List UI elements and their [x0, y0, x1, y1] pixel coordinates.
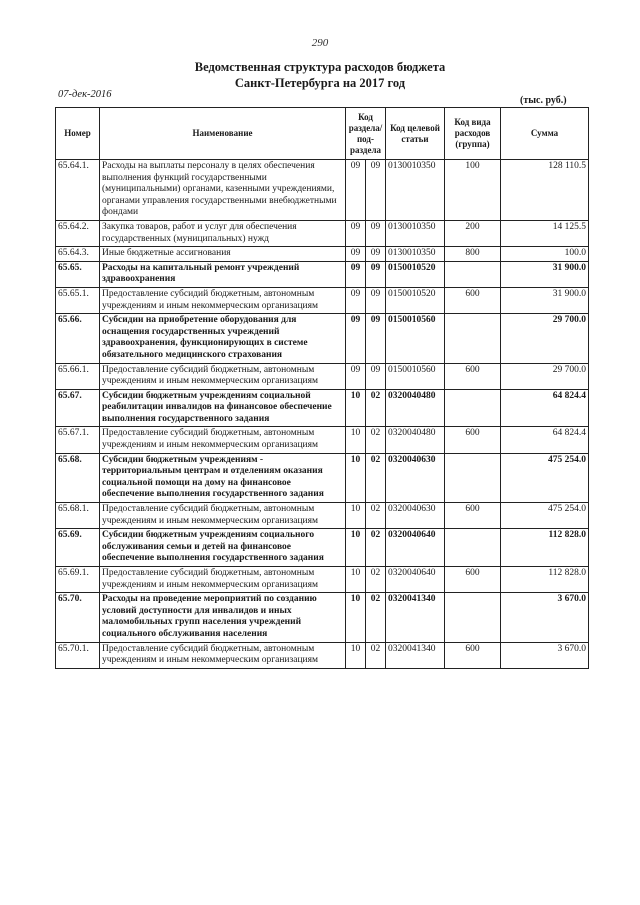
- table-row: [56, 261, 589, 287]
- row-article-code: 0320040480: [386, 389, 445, 427]
- row-amount: 64 824.4: [501, 389, 589, 427]
- row-subsection-code: 09: [366, 287, 386, 313]
- row-section-code: 10: [346, 453, 366, 502]
- row-expense-type: 100: [445, 160, 501, 221]
- table-body: [56, 160, 589, 669]
- document-date: 07-дек-2016: [58, 89, 112, 100]
- row-number: 65.70.: [56, 593, 100, 642]
- table-row: [56, 567, 589, 593]
- row-subsection-code: 02: [366, 453, 386, 502]
- row-section-code: 10: [346, 427, 366, 453]
- row-expense-type: 200: [445, 220, 501, 246]
- row-subsection-code: 02: [366, 389, 386, 427]
- table-row: [56, 642, 589, 668]
- row-article-code: 0320040630: [386, 453, 445, 502]
- row-amount: 475 254.0: [501, 453, 589, 502]
- row-section-code: 09: [346, 220, 366, 246]
- table-row: [56, 363, 589, 389]
- header-article: Код целевой статьи: [386, 108, 445, 160]
- row-name: Предоставление субсидий бюджетным, автономным учреждениям и иным некоммерческим организациям: [100, 287, 346, 313]
- header-section: Код раздела/ под-раздела: [346, 108, 386, 160]
- table-row: [56, 314, 589, 363]
- row-name: Предоставление субсидий бюджетным, автономным учреждениям и иным некоммерческим организациям: [100, 567, 346, 593]
- row-article-code: 0320040640: [386, 529, 445, 567]
- row-name: Предоставление субсидий бюджетным, автономным учреждениям и иным некоммерческим организациям: [100, 427, 346, 453]
- row-subsection-code: 09: [366, 363, 386, 389]
- row-article-code: 0150010560: [386, 314, 445, 363]
- row-amount: 475 254.0: [501, 503, 589, 529]
- row-subsection-code: 09: [366, 220, 386, 246]
- table-row: [56, 247, 589, 262]
- row-article-code: 0150010520: [386, 287, 445, 313]
- row-amount: 14 125.5: [501, 220, 589, 246]
- row-name: Субсидии бюджетным учреждениям - территориальным центрам и отделениям оказания социальной помощи на дому на финансовое обеспечение выполнения государственного задания: [100, 453, 346, 502]
- row-subsection-code: 02: [366, 642, 386, 668]
- table-row: [56, 427, 589, 453]
- row-article-code: 0320041340: [386, 593, 445, 642]
- row-subsection-code: 02: [366, 503, 386, 529]
- row-amount: 64 824.4: [501, 427, 589, 453]
- row-section-code: 09: [346, 314, 366, 363]
- table-row: [56, 160, 589, 221]
- row-amount: 112 828.0: [501, 567, 589, 593]
- row-name: Предоставление субсидий бюджетным, автономным учреждениям и иным некоммерческим организациям: [100, 503, 346, 529]
- row-expense-type: 600: [445, 567, 501, 593]
- row-number: 65.65.: [56, 261, 100, 287]
- row-expense-type: [445, 261, 501, 287]
- row-section-code: 10: [346, 593, 366, 642]
- units-label: (тыс. руб.): [520, 95, 567, 106]
- row-name: Предоставление субсидий бюджетным, автономным учреждениям и иным некоммерческим организациям: [100, 363, 346, 389]
- table-row: [56, 529, 589, 567]
- document-title: Ведомственная структура расходов бюджета: [194, 60, 446, 74]
- row-expense-type: 600: [445, 503, 501, 529]
- row-number: 65.69.: [56, 529, 100, 567]
- row-number: 65.64.3.: [56, 247, 100, 262]
- document-subtitle: Санкт-Петербурга на 2017 год: [234, 76, 406, 90]
- row-number: 65.68.: [56, 453, 100, 502]
- row-article-code: 0320041340: [386, 642, 445, 668]
- row-expense-type: 800: [445, 247, 501, 262]
- row-number: 65.66.: [56, 314, 100, 363]
- row-expense-type: [445, 453, 501, 502]
- table-row: [56, 287, 589, 313]
- row-section-code: 09: [346, 160, 366, 221]
- row-name: Закупка товаров, работ и услуг для обеспечения государственных (муниципальных) нужд: [100, 220, 346, 246]
- row-name: Расходы на капитальный ремонт учреждений здравоохранения: [100, 261, 346, 287]
- row-number: 65.67.1.: [56, 427, 100, 453]
- row-subsection-code: 02: [366, 427, 386, 453]
- row-section-code: 10: [346, 389, 366, 427]
- row-name: Иные бюджетные ассигнования: [100, 247, 346, 262]
- row-amount: 31 900.0: [501, 261, 589, 287]
- row-expense-type: 600: [445, 287, 501, 313]
- row-section-code: 09: [346, 363, 366, 389]
- row-section-code: 10: [346, 642, 366, 668]
- row-name: Субсидии на приобретение оборудования для оснащения государственных учреждений здравоохранения, функционирующих в системе обязательного медицинского страхования: [100, 314, 346, 363]
- row-number: 65.66.1.: [56, 363, 100, 389]
- row-amount: 3 670.0: [501, 593, 589, 642]
- header-name: Наименование: [100, 108, 346, 160]
- row-article-code: 0150010520: [386, 261, 445, 287]
- row-expense-type: [445, 593, 501, 642]
- row-subsection-code: 02: [366, 529, 386, 567]
- row-section-code: 09: [346, 247, 366, 262]
- row-article-code: 0150010560: [386, 363, 445, 389]
- row-article-code: 0320040630: [386, 503, 445, 529]
- row-subsection-code: 09: [366, 314, 386, 363]
- row-section-code: 09: [346, 261, 366, 287]
- table-row: [56, 503, 589, 529]
- row-subsection-code: 02: [366, 567, 386, 593]
- row-subsection-code: 09: [366, 261, 386, 287]
- row-amount: 3 670.0: [501, 642, 589, 668]
- table-row: [56, 593, 589, 642]
- row-amount: 112 828.0: [501, 529, 589, 567]
- row-section-code: 10: [346, 567, 366, 593]
- row-expense-type: [445, 529, 501, 567]
- row-number: 65.69.1.: [56, 567, 100, 593]
- row-section-code: 09: [346, 287, 366, 313]
- row-article-code: 0130010350: [386, 220, 445, 246]
- row-name: Субсидии бюджетным учреждениям социальной реабилитации инвалидов на финансовое обеспечение выполнения государственного задания: [100, 389, 346, 427]
- header-expense-type: Код вида расходов (группа): [445, 108, 501, 160]
- row-article-code: 0320040640: [386, 567, 445, 593]
- row-number: 65.64.1.: [56, 160, 100, 221]
- header-sum: Сумма: [501, 108, 589, 160]
- row-name: Расходы на выплаты персоналу в целях обеспечения выполнения функций государственными (муниципальными) органами, казенными учреждениями, органами управления государственными внебюджетными фондами: [100, 160, 346, 221]
- row-subsection-code: 02: [366, 593, 386, 642]
- header-number: Номер: [56, 108, 100, 160]
- row-section-code: 10: [346, 529, 366, 567]
- page-number: 290: [311, 37, 329, 49]
- row-number: 65.68.1.: [56, 503, 100, 529]
- row-number: 65.70.1.: [56, 642, 100, 668]
- row-expense-type: [445, 389, 501, 427]
- row-amount: 100.0: [501, 247, 589, 262]
- row-name: Расходы на проведение мероприятий по созданию условий доступности для инвалидов и иных маломобильных групп населения учреждений социального обслуживания населения: [100, 593, 346, 642]
- budget-table: [55, 107, 589, 669]
- row-article-code: 0130010350: [386, 160, 445, 221]
- row-article-code: 0320040480: [386, 427, 445, 453]
- row-amount: 29 700.0: [501, 314, 589, 363]
- row-name: Предоставление субсидий бюджетным, автономным учреждениям и иным некоммерческим организациям: [100, 642, 346, 668]
- row-expense-type: 600: [445, 363, 501, 389]
- row-amount: 31 900.0: [501, 287, 589, 313]
- row-number: 65.67.: [56, 389, 100, 427]
- table-row: [56, 389, 589, 427]
- row-amount: 29 700.0: [501, 363, 589, 389]
- table-row: [56, 220, 589, 246]
- row-name: Субсидии бюджетным учреждениям социального обслуживания семьи и детей на финансовое обеспечение выполнения государственного задания: [100, 529, 346, 567]
- row-expense-type: 600: [445, 642, 501, 668]
- row-number: 65.65.1.: [56, 287, 100, 313]
- row-expense-type: 600: [445, 427, 501, 453]
- row-subsection-code: 09: [366, 160, 386, 221]
- row-article-code: 0130010350: [386, 247, 445, 262]
- row-subsection-code: 09: [366, 247, 386, 262]
- table-header-row: [56, 108, 589, 160]
- table-row: [56, 453, 589, 502]
- row-amount: 128 110.5: [501, 160, 589, 221]
- row-number: 65.64.2.: [56, 220, 100, 246]
- row-section-code: 10: [346, 503, 366, 529]
- row-expense-type: [445, 314, 501, 363]
